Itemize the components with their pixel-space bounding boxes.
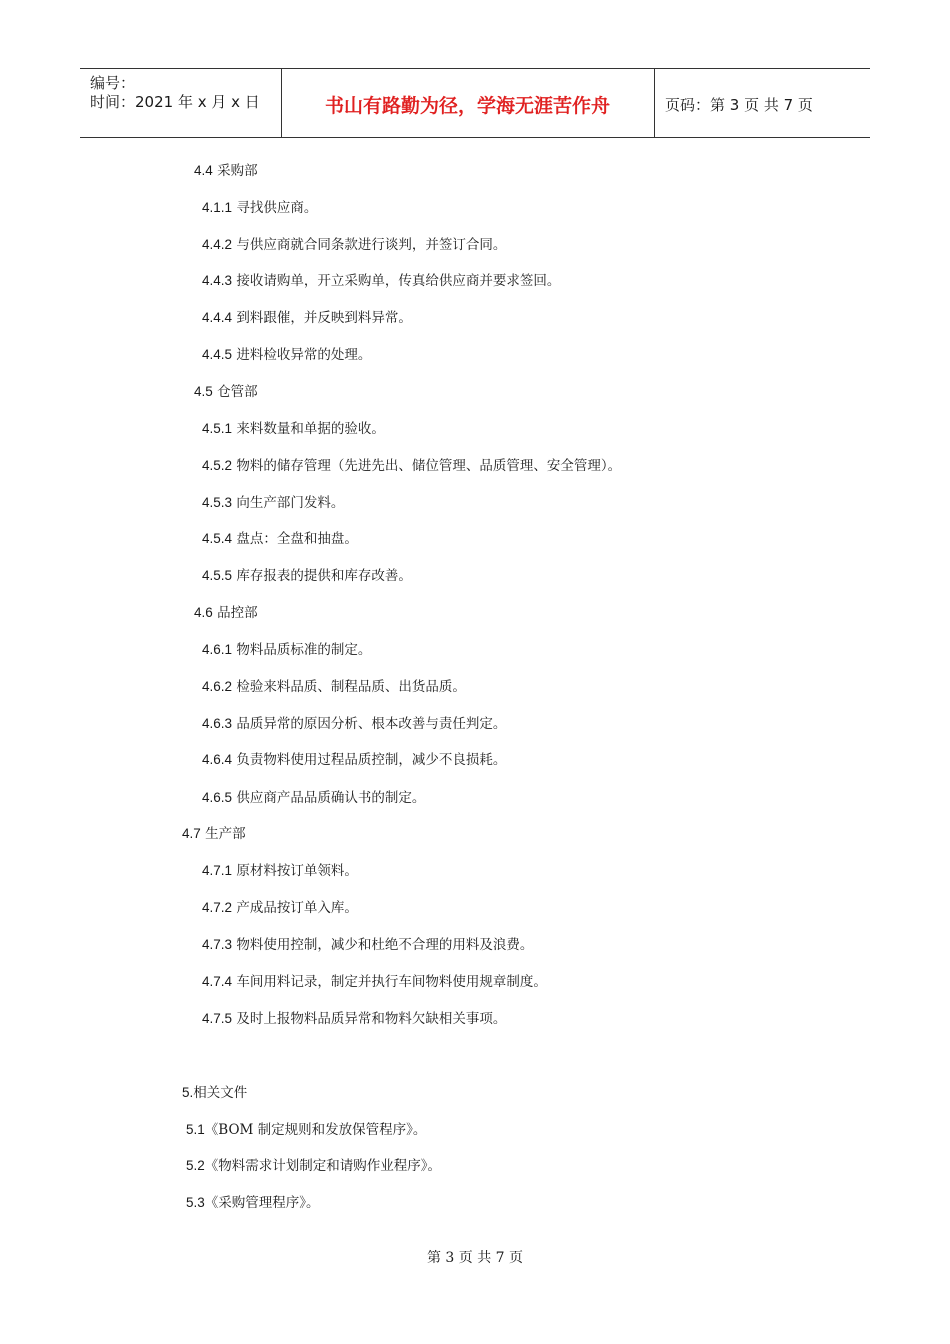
clause-line — [202, 973, 547, 991]
section-heading-4-7 — [182, 825, 246, 843]
clause-number: 4.7.1 — [202, 863, 233, 878]
clause-text: 检验来料品质、制程品质、出货品质。 — [232, 679, 466, 695]
clause-number: 4.6.4 — [202, 752, 233, 767]
clause-line — [186, 1194, 320, 1212]
clause-line — [202, 420, 385, 438]
header-right-cell — [655, 69, 870, 137]
clause-line — [202, 309, 412, 327]
clause-number: 4.7.3 — [202, 937, 233, 952]
clause-text: 仓管部 — [212, 384, 258, 400]
clause-text: 《BOM 制定规则和发放保管程序》。 — [204, 1122, 427, 1138]
clause-text: 车间用料记录，制定并执行车间物料使用规章制度。 — [232, 974, 547, 990]
clause-line — [202, 346, 371, 364]
clause-text: 采购部 — [212, 163, 258, 179]
clause-line — [202, 530, 358, 548]
clause-text: 进料检收异常的处理。 — [232, 347, 372, 363]
clause-number: 4.7.2 — [202, 900, 233, 915]
clause-text: 《采购管理程序》。 — [204, 1195, 320, 1211]
clause-number: 4.4 — [194, 163, 213, 178]
clause-text: 负责物料使用过程品质控制，减少不良损耗。 — [232, 752, 507, 768]
clause-line — [202, 936, 533, 954]
section-heading-5 — [182, 1084, 247, 1102]
clause-line — [202, 567, 412, 585]
clause-text: 向生产部门发料。 — [232, 495, 345, 511]
clause-text: 物料品质标准的制定。 — [232, 642, 372, 658]
clause-number: 4.6.1 — [202, 642, 233, 657]
clause-text: 物料的储存管理（先进先出、储位管理、品质管理、安全管理）。 — [232, 458, 622, 474]
clause-text: 生产部 — [200, 826, 246, 842]
clause-line — [202, 789, 425, 807]
clause-text: 盘点：全盘和抽盘。 — [232, 531, 358, 547]
clause-number: 4.7 — [182, 826, 201, 841]
clause-text: 及时上报物料品质异常和物料欠缺相关事项。 — [232, 1011, 507, 1027]
clause-text: 产成品按订单入库。 — [232, 900, 358, 916]
section-heading-4-4 — [194, 162, 258, 180]
header-middle-cell — [281, 69, 655, 137]
clause-number: 4.4.4 — [202, 310, 233, 325]
clause-line — [202, 1010, 506, 1028]
clause-number: 4.1.1 — [202, 200, 233, 215]
clause-line — [202, 715, 506, 733]
clause-line — [202, 457, 621, 475]
clause-text: 与供应商就合同条款进行谈判，并签订合同。 — [232, 237, 507, 253]
clause-text: 品控部 — [212, 605, 258, 621]
clause-number: 4.5.1 — [202, 421, 233, 436]
clause-number: 4.7.5 — [202, 1011, 233, 1026]
clause-number: 4.5.2 — [202, 458, 233, 473]
clause-number: 4.6 — [194, 605, 213, 620]
clause-line — [202, 272, 560, 290]
clause-number: 4.4.2 — [202, 237, 233, 252]
clause-line — [202, 899, 358, 917]
document-header — [80, 68, 870, 138]
clause-text: 《物料需求计划制定和请购作业程序》。 — [204, 1158, 442, 1174]
document-number-label: 编号： — [90, 74, 136, 92]
clause-number: 4.5.3 — [202, 495, 233, 510]
header-left-cell — [80, 69, 282, 137]
page-footer: 第 3 页 共 7 页 — [426, 1250, 524, 1266]
clause-number: 4.6.3 — [202, 716, 233, 731]
clause-line — [202, 494, 344, 512]
clause-number: 4.5 — [194, 384, 213, 399]
clause-line — [202, 751, 506, 769]
section-heading-4-5 — [194, 383, 258, 401]
clause-line — [202, 678, 466, 696]
clause-number: 4.4.3 — [202, 273, 233, 288]
document-time-label: 时间：2021 年 x 月 x 日 — [90, 93, 260, 111]
clause-number: 4.4.5 — [202, 347, 233, 362]
clause-line — [202, 641, 371, 659]
clause-text: 品质异常的原因分析、根本改善与责任判定。 — [232, 716, 507, 732]
clause-text: 相关文件 — [193, 1085, 248, 1101]
clause-number: 5. — [182, 1085, 194, 1100]
clause-line — [202, 236, 506, 254]
clause-text: 接收请购单，开立采购单，传真给供应商并要求签回。 — [232, 273, 561, 289]
clause-number: 4.5.4 — [202, 531, 233, 546]
clause-number: 4.6.2 — [202, 679, 233, 694]
clause-line — [202, 199, 317, 217]
clause-text: 供应商产品品质确认书的制定。 — [232, 790, 426, 806]
clause-text: 原材料按订单领料。 — [232, 863, 358, 879]
section-heading-4-6 — [194, 604, 258, 622]
clause-number: 5.2 — [186, 1158, 205, 1173]
clause-number: 4.7.4 — [202, 974, 233, 989]
clause-number: 4.5.5 — [202, 568, 233, 583]
header-motto: 书山有路勤为径，学海无涯苦作舟 — [324, 95, 610, 117]
clause-text: 到料跟催，并反映到料异常。 — [232, 310, 412, 326]
clause-text: 物料使用控制，减少和杜绝不合理的用料及浪费。 — [232, 937, 534, 953]
clause-line — [186, 1121, 426, 1139]
clause-number: 4.6.5 — [202, 790, 233, 805]
clause-line — [202, 862, 358, 880]
header-page-label: 页码：第 3 页 共 7 页 — [665, 96, 813, 114]
clause-text: 寻找供应商。 — [232, 200, 318, 216]
clause-number: 5.1 — [186, 1122, 205, 1137]
clause-line — [186, 1157, 441, 1175]
clause-text: 库存报表的提供和库存改善。 — [232, 568, 412, 584]
clause-text: 来料数量和单据的验收。 — [232, 421, 385, 437]
clause-number: 5.3 — [186, 1195, 205, 1210]
